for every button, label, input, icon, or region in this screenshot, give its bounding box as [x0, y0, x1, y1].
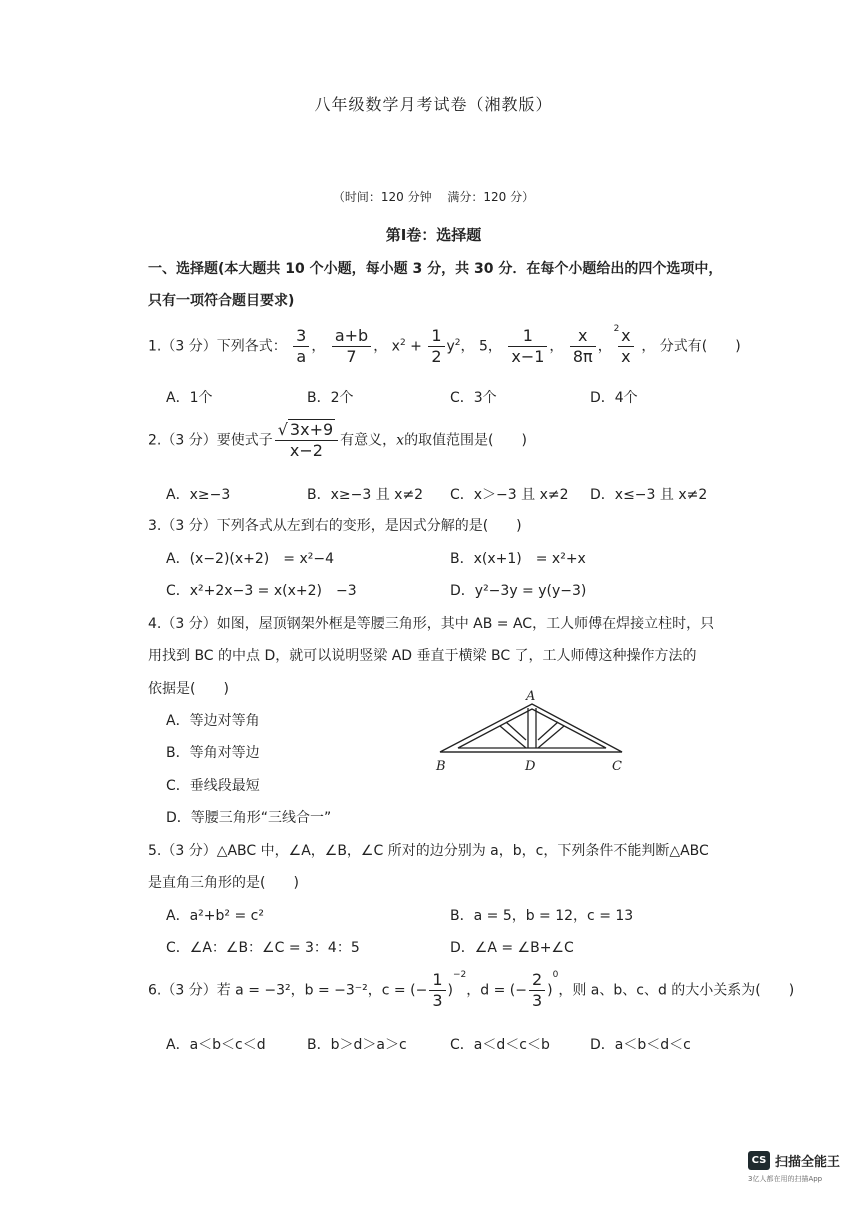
q5-option-c[interactable]: C．∠A：∠B：∠C = 3：4：5	[166, 940, 360, 956]
camscanner-tagline: 3亿人都在用的扫描App	[748, 1175, 823, 1183]
q6-option-a[interactable]: A．a＜b＜c＜d	[166, 1037, 266, 1053]
truss-label-a: A	[526, 689, 536, 704]
truss-inner-triangle	[458, 709, 606, 748]
q2-suffix-b: 的取值范围是( )	[404, 432, 527, 449]
q1-option-c[interactable]: C．3个	[450, 390, 497, 406]
q2-option-d[interactable]: D．x≤−3 且 x≠2	[590, 487, 708, 503]
camscanner-logo-icon: CS	[748, 1151, 770, 1170]
q6-option-b[interactable]: B．b＞d＞a＞c	[307, 1037, 407, 1053]
question-5-line1: 5.（3 分）△ABC 中，∠A，∠B，∠C 所对的边分别为 a，b，c，下列条件不能判断△ABC	[148, 843, 709, 859]
q6-suffix: ，则 a、b、c、d 的大小关系为( )	[558, 982, 795, 999]
truss-outer-triangle	[440, 704, 622, 752]
section-instruction-line1: 一、选择题(本大题共 10 个小题，每小题 3 分，共 30 分．在每个小题给出的四个选项中，	[148, 261, 723, 277]
q6-exponent-c: −2	[452, 969, 467, 980]
q1-fraction-5: $\frac{x}{8\pi}$	[570, 326, 596, 367]
q1-option-b[interactable]: B．2个	[307, 390, 354, 406]
section-instruction-line2: 只有一项符合题目要求)	[148, 293, 295, 309]
truss-label-c: C	[612, 759, 622, 774]
q6-mid: ，d = (−	[466, 982, 527, 999]
q1-option-d[interactable]: D．4个	[590, 390, 638, 406]
q4-option-c[interactable]: C．垂线段最短	[166, 778, 260, 794]
q4-option-d[interactable]: D．等腰三角形“三线合一”	[166, 810, 332, 826]
q1-option-a[interactable]: A．1个	[166, 390, 213, 406]
truss-label-b: B	[436, 759, 446, 774]
truss-label-d: D	[525, 759, 536, 774]
q2-variable: x	[396, 432, 405, 449]
q6-prefix: 6.（3 分）若 a = −3²，b = −3⁻²，c = (−	[148, 982, 428, 999]
q5-option-a[interactable]: A．a²+b² = c²	[166, 908, 264, 924]
truss-left-brace-b	[506, 722, 526, 740]
q1-prefix: 1.（3 分）下列各式：	[148, 338, 287, 355]
page-title: 八年级数学月考试卷（湘教版）	[314, 95, 553, 114]
q1-suffix: 分式有( )	[659, 338, 741, 355]
question-5-line2: 是直角三角形的是( )	[148, 875, 299, 891]
question-4-line1: 4.（3 分）如图，屋顶钢架外框是等腰三角形，其中 AB = AC，工人师傅在焊接立柱时，只	[148, 616, 715, 632]
q2-prefix: 2.（3 分）要使式子	[148, 432, 273, 449]
truss-right-brace-b	[538, 722, 558, 740]
q1-y-squared: y	[446, 338, 455, 355]
q6-exponent-d: 0	[552, 969, 559, 980]
question-1-stem: 1.（3 分）下列各式： $\frac{3}{a}$ ， $\frac{a+b}{7}$ ， $x^2$ + $\frac{1}{2}$ $y^2$， 5， $\frac{1}{x-1}$ ， $\frac{x}{8\pi}$ ， $\frac{x}{x}$ $^2$， 分式有( )	[148, 323, 741, 366]
part-heading: 第Ⅰ卷：选择题	[385, 226, 482, 244]
q4-option-a[interactable]: A．等边对等角	[166, 713, 260, 729]
camscanner-name: 扫描全能王	[775, 1155, 841, 1170]
q1-plus: +	[410, 338, 422, 355]
question-6-stem: 6.（3 分）若 a = −3²，b = −3⁻²，c = (− $\frac{1}{3}$ )$^{-2}$，d = (− $\frac{2}{3}$ )$^0$，则 a、b、c、d 的大小关系为( )	[148, 969, 795, 1010]
question-3-stem: 3.（3 分）下列各式从左到右的变形，是因式分解的是( )	[148, 518, 522, 534]
q1-fraction-1: $\frac{3}{a}$	[293, 326, 309, 367]
q2-suffix-a: 有意义，	[340, 432, 397, 449]
q1-x-squared: x	[391, 338, 400, 355]
q6-option-c[interactable]: C．a＜d＜c＜b	[450, 1037, 550, 1053]
q2-fraction: $\frac{√ 3x+9}{x-2}$	[275, 420, 338, 461]
q6-option-d[interactable]: D．a＜b＜d＜c	[590, 1037, 691, 1053]
question-4-line3: 依据是( )	[148, 681, 229, 697]
q1-five: 5，	[478, 338, 502, 355]
q2-option-a[interactable]: A．x≥−3	[166, 487, 231, 503]
q6-fraction-d: $\frac{2}{3}$	[529, 970, 545, 1011]
roof-truss-figure	[430, 688, 630, 774]
q2-option-c[interactable]: C．x＞−3 且 x≠2	[450, 487, 569, 503]
q1-fraction-2: $\frac{a+b}{7}$	[332, 326, 371, 367]
q1-fraction-6: $\frac{x}{x}$	[618, 326, 633, 367]
q4-option-b[interactable]: B．等角对等边	[166, 745, 260, 761]
q3-option-d[interactable]: D．y²−3y = y(y−3)	[450, 583, 587, 599]
q6-fraction-c: $\frac{1}{3}$	[429, 970, 445, 1011]
q5-option-b[interactable]: B．a = 5，b = 12，c = 13	[450, 908, 634, 924]
q1-fraction-4: $\frac{1}{x-1}$	[508, 326, 547, 367]
q2-radicand: 3x+9	[289, 420, 334, 439]
q3-option-b[interactable]: B．x(x+1) = x²+x	[450, 551, 586, 567]
question-4-line2: 用找到 BC 的中点 D，就可以说明竖梁 AD 垂直于横梁 BC 了，工人师傅这种操作方法的	[148, 648, 697, 664]
q3-option-a[interactable]: A．(x−2)(x+2) = x²−4	[166, 551, 334, 567]
q2-option-b[interactable]: B．x≥−3 且 x≠2	[307, 487, 424, 503]
q3-option-c[interactable]: C．x²+2x−3 = x(x+2) −3	[166, 583, 357, 599]
question-2-stem	[148, 420, 527, 461]
q5-option-d[interactable]: D．∠A = ∠B+∠C	[450, 940, 574, 956]
exam-meta: （时间：120 分钟 满分：120 分）	[332, 190, 535, 204]
q1-fraction-3: $\frac{1}{2}$	[428, 326, 444, 367]
